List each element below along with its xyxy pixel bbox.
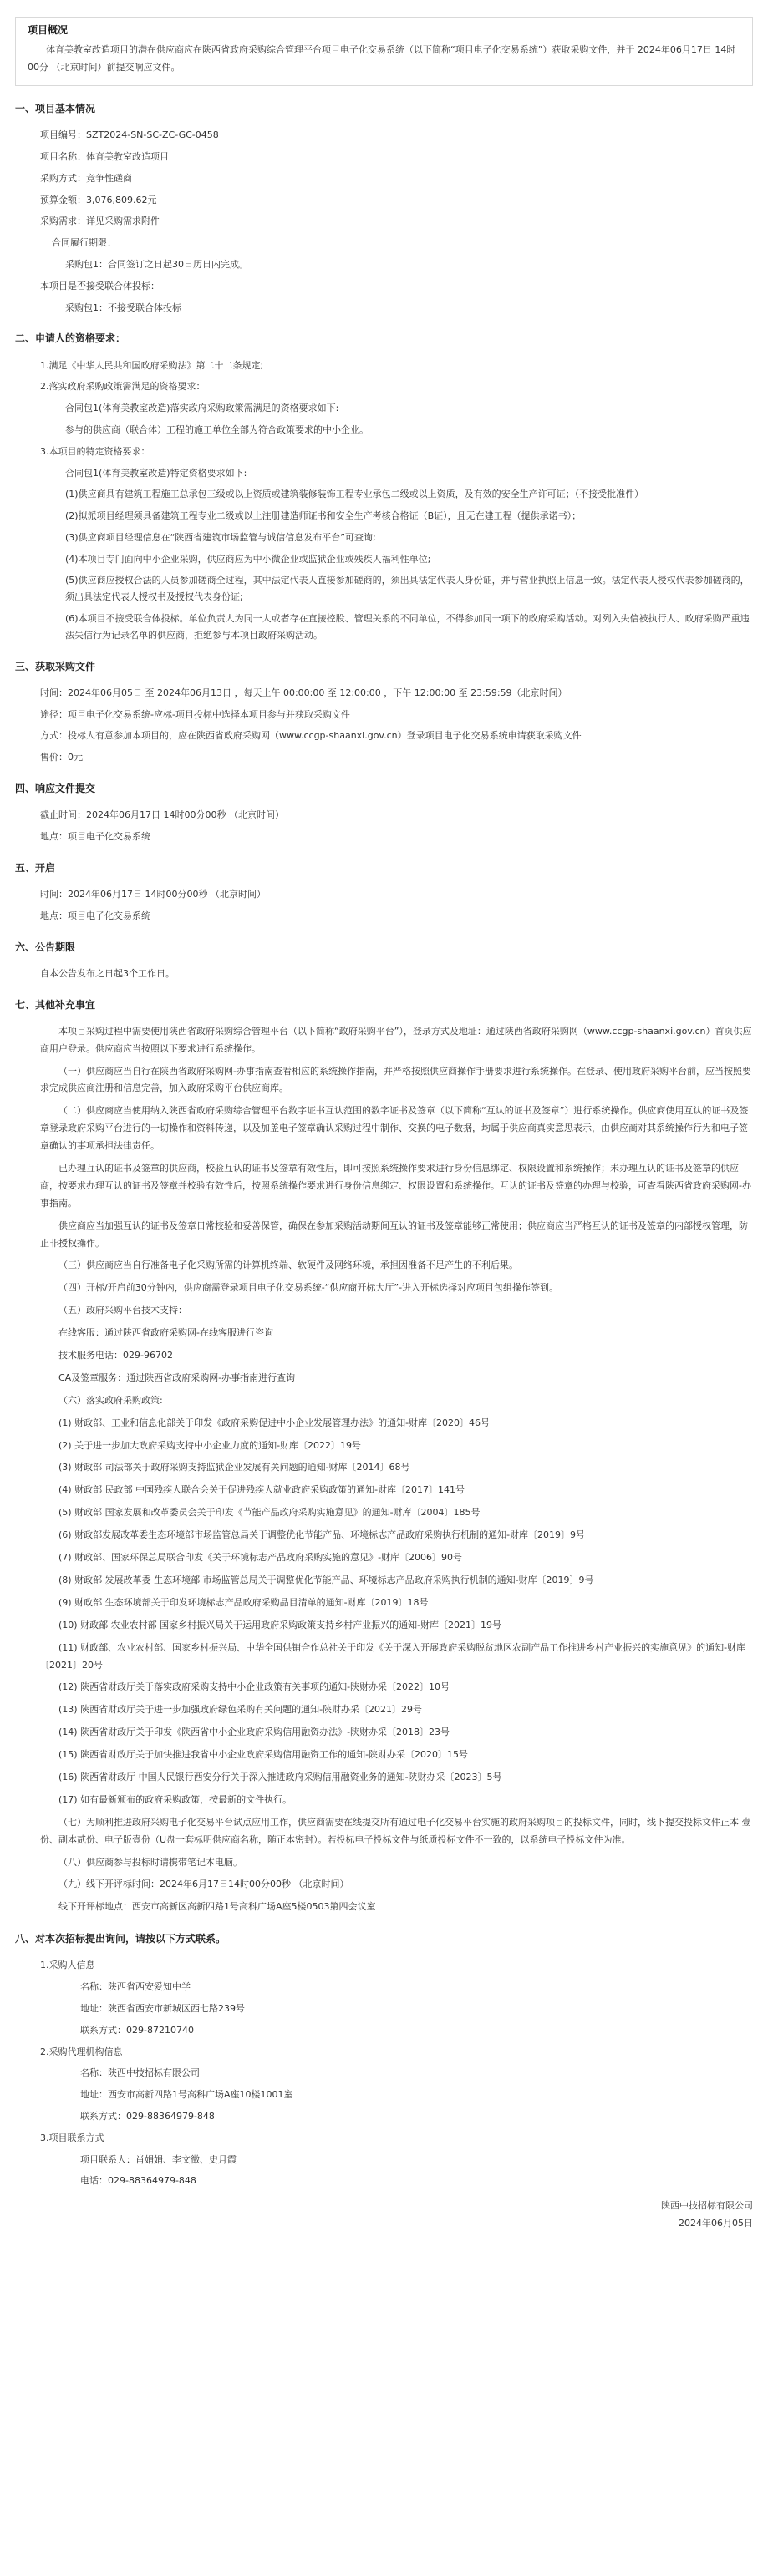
section-announcement-period [15,940,753,982]
project-name: 项目名称：体育美教室改造项目 [40,150,169,162]
project-contact-phone: 电话：029-88364979-848 [80,2175,196,2187]
agency-address: 地址：西安市高新四路1号高科广场A座10楼1001室 [80,2089,293,2101]
supplementary-paragraph: CA及签章服务：通过陕西省政府采购网-办事指南进行查询 [58,1372,296,1383]
contract-period-package: 采购包1：合同签订之日起30日历日内完成。 [65,258,248,270]
supplementary-paragraph: （六）落实政府采购政策: [58,1394,163,1406]
qualification-item: (3)供应商项目经理信息在“陕西省建筑市场监管与诚信信息发布平台”可查询; [65,531,376,543]
submission-deadline: 截止时间：2024年06月17日 14时00分00秒 （北京时间） [40,809,284,821]
policy-item: (13) 陕西省财政厅关于进一步加强政府绿色采购有关问题的通知-陕财办采〔2021〕29号 [58,1704,423,1716]
supplementary-paragraph: （八）供应商参与投标时请携带笔记本电脑。 [58,1856,242,1868]
supplementary-paragraph: （九）线下开评标时间：2024年6月17日14时00分00秒 （北京时间） [58,1879,349,1890]
overview-title: 项目概况 [28,24,69,36]
policy-item: (9) 财政部 生态环境部关于印发环境标志产品政府采购品目清单的通知-财库〔2019〕18号 [58,1596,429,1608]
policy-item: (14) 陕西省财政厅关于印发《陕西省中小企业政府采购信用融资办法》-陕财办采〔2018〕23号 [58,1727,450,1738]
opening-time: 时间：2024年06月17日 14时00分00秒 （北京时间） [40,889,266,900]
policy-item: (11) 财政部、农业农村部、国家乡村振兴局、中华全国供销合作总社关于印发《关于深入开展政府采购脱贫地区农副产品工作推进乡村产业振兴的实施意见》的通知-财库〔2021〕20号 [40,1641,746,1671]
contact-heading: 3.项目联系方式 [40,2132,104,2143]
policy-item: (17) 如有最新颁布的政府采购政策，按最新的文件执行。 [58,1793,292,1805]
policy-item: (16) 陕西省财政厅 中国人民银行西安分行关于深入推进政府采购信用融资业务的通知-陕财办采〔2023〕5号 [58,1771,502,1782]
purchaser-name: 名称：陕西省西安爱知中学 [80,1981,191,1993]
policy-item: (5) 财政部 国家发展和改革委员会关于印发《节能产品政府采购实施意见》的通知-财库〔2004〕185号 [58,1507,481,1519]
purchaser-address: 地址：陕西省西安市新城区西七路239号 [80,2002,245,2014]
qualification-item: (6)本项目不接受联合体投标。单位负责人为同一人或者存在直接控股、管理关系的不同单位，不得参加同一项下的政府采购活动。对列入失信被执行人、政府采购严重违法失信行为记录名单的供应商，拒绝参与本项目政府采购活动。 [65,613,750,641]
supplementary-paragraph: 技术服务电话：029-96702 [58,1350,173,1362]
project-contact-person: 项目联系人：肖娟娟、李文徵、史月霞 [80,2153,237,2165]
supplementary-paragraph: 已办理互认的证书及签章的供应商，校验互认的证书及签章有效性后，即可按照系统操作要求进行身份信息绑定、权限设置和系统操作；未办理互认的证书及签章的供应商，按要求办理互认的证书及签章并校验有效性后，按照系统操作要求进行身份信息绑定、权限设置和系统操作。互认的证书及签章的办理与校验，可查看陕西省政府采购网-办事指南。 [40,1163,751,1209]
agency-name: 名称：陕西中技招标有限公司 [80,2067,200,2079]
purchaser-phone: 联系方式：029-87210740 [80,2024,194,2036]
qualification-item: (5)供应商应授权合法的人员参加磋商全过程，其中法定代表人直接参加磋商的，须出具法定代表人身份证，并与营业执照上信息一致。法定代表人授权代表参加磋商的，须出具法定代表人授权书及授权代表身份证; [65,575,750,603]
supplementary-paragraph: 在线客服：通过陕西省政府采购网-在线客服进行咨询 [58,1327,273,1339]
section-title: 八、对本次招标提出询问，请按以下方式联系。 [15,1933,226,1945]
section-title: 六、公告期限 [15,941,76,953]
contact-heading: 1.采购人信息 [40,1960,95,1971]
supplementary-paragraph: 线下开评标地点：西安市高新区高新四路1号高科广场A座5楼0503第四会议室 [58,1901,376,1913]
supplementary-paragraph: （七）为顺利推进政府采购电子化交易平台试点应用工作，供应商需要在线提交所有通过电子化交易平台实施的政府采购项目的投标文件，同时，线下提交投标文件正本 壹份、副本贰份、电子版壹份（U盘一套标明供应商名称，随正本密封）。若投标电子投标文件与纸质投标文件不一致的，以系统电子投标文件为准。 [40,1816,751,1845]
supplementary-paragraph: 本项目采购过程中需要使用陕西省政府采购综合管理平台（以下简称“政府采购平台”），登录方式及地址：通过陕西省政府采购网（www.ccgp-shaanxi.gov.cn）首页供应商用户登录。供应商应当按照以下要求进行系统操作。 [40,1025,752,1054]
qualification-item: (4)本项目专门面向中小企业采购，供应商应为中小微企业或监狱企业或残疾人福利性单位; [65,553,431,565]
section-title: 三、获取采购文件 [15,660,96,672]
section-contact [15,1931,753,2189]
qualification-item: 1.满足《中华人民共和国政府采购法》第二十二条规定; [40,359,264,371]
section-supplementary [15,997,753,1917]
supplementary-paragraph: （一）供应商应当自行在陕西省政府采购网-办事指南查看相应的系统操作指南，并严格按照供应商操作手册要求进行系统操作。在登录、使用政府采购平台前，应当按照要求完成供应商注册和信息完善，加入政府采购平台供应商库。 [40,1065,751,1094]
policy-item: (3) 财政部 司法部关于政府采购支持监狱企业发展有关问题的通知-财库〔2014〕68号 [58,1462,410,1473]
signature-block [15,2198,753,2233]
section-title: 四、响应文件提交 [15,783,96,795]
policy-item: (12) 陕西省财政厅关于落实政府采购支持中小企业政策有关事项的通知-陕财办采〔2022〕10号 [58,1681,450,1693]
qualification-item: 2.落实政府采购政策需满足的资格要求： [40,381,206,393]
agency-phone: 联系方式：029-88364979-848 [80,2110,215,2122]
section-title: 一、项目基本情况 [15,102,96,114]
supplementary-paragraph: （四）开标/开启前30分钟内，供应商需登录项目电子化交易系统-“供应商开标大厅”-进入开标选择对应项目包组操作签到。 [58,1282,559,1294]
signature-date: 2024年06月05日 [679,2218,753,2229]
section-obtain-documents [15,659,753,766]
obtain-way: 方式：投标人有意参加本项目的，应在陕西省政府采购网（www.ccgp-shaanxi.gov.cn）登录项目电子化交易系统申请获取采购文件 [40,730,582,742]
contact-heading: 2.采购代理机构信息 [40,2046,123,2057]
section-submission [15,781,753,845]
contract-period-label: 合同履行期限： [52,237,116,249]
procurement-requirement: 采购需求：详见采购需求附件 [40,216,160,227]
policy-item: (2) 关于进一步加大政府采购支持中小企业力度的通知-财库〔2022〕19号 [58,1439,362,1451]
policy-item: (1) 财政部、工业和信息化部关于印发《政府采购促进中小企业发展管理办法》的通知-财库〔2020〕46号 [58,1417,491,1428]
announcement-period: 自本公告发布之日起3个工作日。 [40,967,175,979]
qualification-item: 合同包1(体育美教室改造)落实政府采购政策需满足的资格要求如下: [65,403,339,414]
section-title: 七、其他补充事宜 [15,998,96,1011]
procurement-method: 采购方式：竞争性磋商 [40,172,132,184]
overview-text: 体育美教室改造项目的潜在供应商应在陕西省政府采购综合管理平台项目电子化交易系统（以下简称“项目电子化交易系统”）获取采购文件，并于 2024年06月17日 14时00分 （北京时间）前提交响应文件。 [28,44,736,74]
qualification-item: 3.本项目的特定资格要求： [40,445,150,457]
opening-place: 地点：项目电子化交易系统 [40,910,150,921]
policy-item: (10) 财政部 农业农村部 国家乡村振兴局关于运用政府采购政策支持乡村产业振兴的通知-财库〔2021〕19号 [58,1619,502,1630]
qualification-item: 合同包1(体育美教室改造)特定资格要求如下: [65,467,247,479]
policy-item: (15) 陕西省财政厅关于加快推进我省中小企业政府采购信用融资工作的通知-陕财办采〔2020〕15号 [58,1749,469,1761]
consortium-package: 采购包1：不接受联合体投标 [65,302,181,313]
consortium-label: 本项目是否接受联合体投标： [40,280,160,292]
policy-item: (4) 财政部 民政部 中国残疾人联合会关于促进残疾人就业政府采购政策的通知-财库〔2017〕141号 [58,1484,465,1496]
section-qualifications [15,331,753,643]
obtain-time: 时间：2024年06月05日 至 2024年06月13日 ，每天上午 00:00:00 至 12:00:00 ，下午 12:00:00 至 23:59:59（北京时间） [40,687,567,698]
policy-item: (7) 财政部、国家环保总局联合印发《关于环境标志产品政府采购实施的意见》-财库〔2006〕90号 [58,1552,463,1564]
qualification-item: 参与的供应商（联合体）工程的施工单位全部为符合政策要求的中小企业。 [65,423,369,435]
section-opening [15,860,753,925]
budget-amount: 预算金额：3,076,809.62元 [40,194,157,205]
supplementary-paragraph: （二）供应商应当使用纳入陕西省政府采购综合管理平台数字证书互认范围的数字证书及签章（以下简称“互认的证书及签章”）进行系统操作。供应商使用互认的证书及签章登录政府采购平台进行的一切操作和资料传递，以及加盖电子签章确认采购过程中制作、交换的电子数据，均属于供应商真实意思表示，由供应商对其系统操作行为和电子签章确认的事项承担法律责任。 [40,1105,749,1152]
obtain-route: 途径：项目电子化交易系统-应标-项目投标中选择本项目参与并获取采购文件 [40,708,350,720]
document-price: 售价：0元 [40,752,83,763]
supplementary-paragraph: 供应商应当加强互认的证书及签章日常校验和妥善保管，确保在参加采购活动期间互认的证书及签章能够正常使用；供应商应当严格互认的证书及签章的内部授权管理，防止非授权操作。 [40,1220,748,1249]
policy-item: (6) 财政部发展改革委生态环境部市场监管总局关于调整优化节能产品、环境标志产品政府采购执行机制的通知-财库〔2019〕9号 [58,1529,586,1541]
project-overview-box [15,17,753,86]
section-basic-info [15,101,753,316]
section-title: 五、开启 [15,861,56,874]
section-title: 二、申请人的资格要求： [15,332,126,345]
supplementary-paragraph: （三）供应商应当自行准备电子化采购所需的计算机终端、软硬件及网络环境，承担因准备不足产生的不利后果。 [58,1260,518,1271]
policy-item: (8) 财政部 发展改革委 生态环境部 市场监管总局关于调整优化节能产品、环境标志产品政府采购执行机制的通知-财库〔2019〕9号 [58,1574,594,1585]
supplementary-paragraph: （五）政府采购平台技术支持： [58,1305,187,1316]
signature-company: 陕西中技招标有限公司 [661,2200,753,2212]
project-number: 项目编号：SZT2024-SN-SC-ZC-GC-0458 [40,129,219,141]
submission-place: 地点：项目电子化交易系统 [40,831,150,843]
qualification-item: (1)供应商具有建筑工程施工总承包三级或以上资质或建筑装修装饰工程专业承包二级或以上资质，及有效的安全生产许可证；（不接受批准件） [65,489,644,500]
qualification-item: (2)拟派项目经理须具备建筑工程专业二级或以上注册建造师证书和安全生产考核合格证（B证），且无在建工程（提供承诺书）； [65,510,582,522]
